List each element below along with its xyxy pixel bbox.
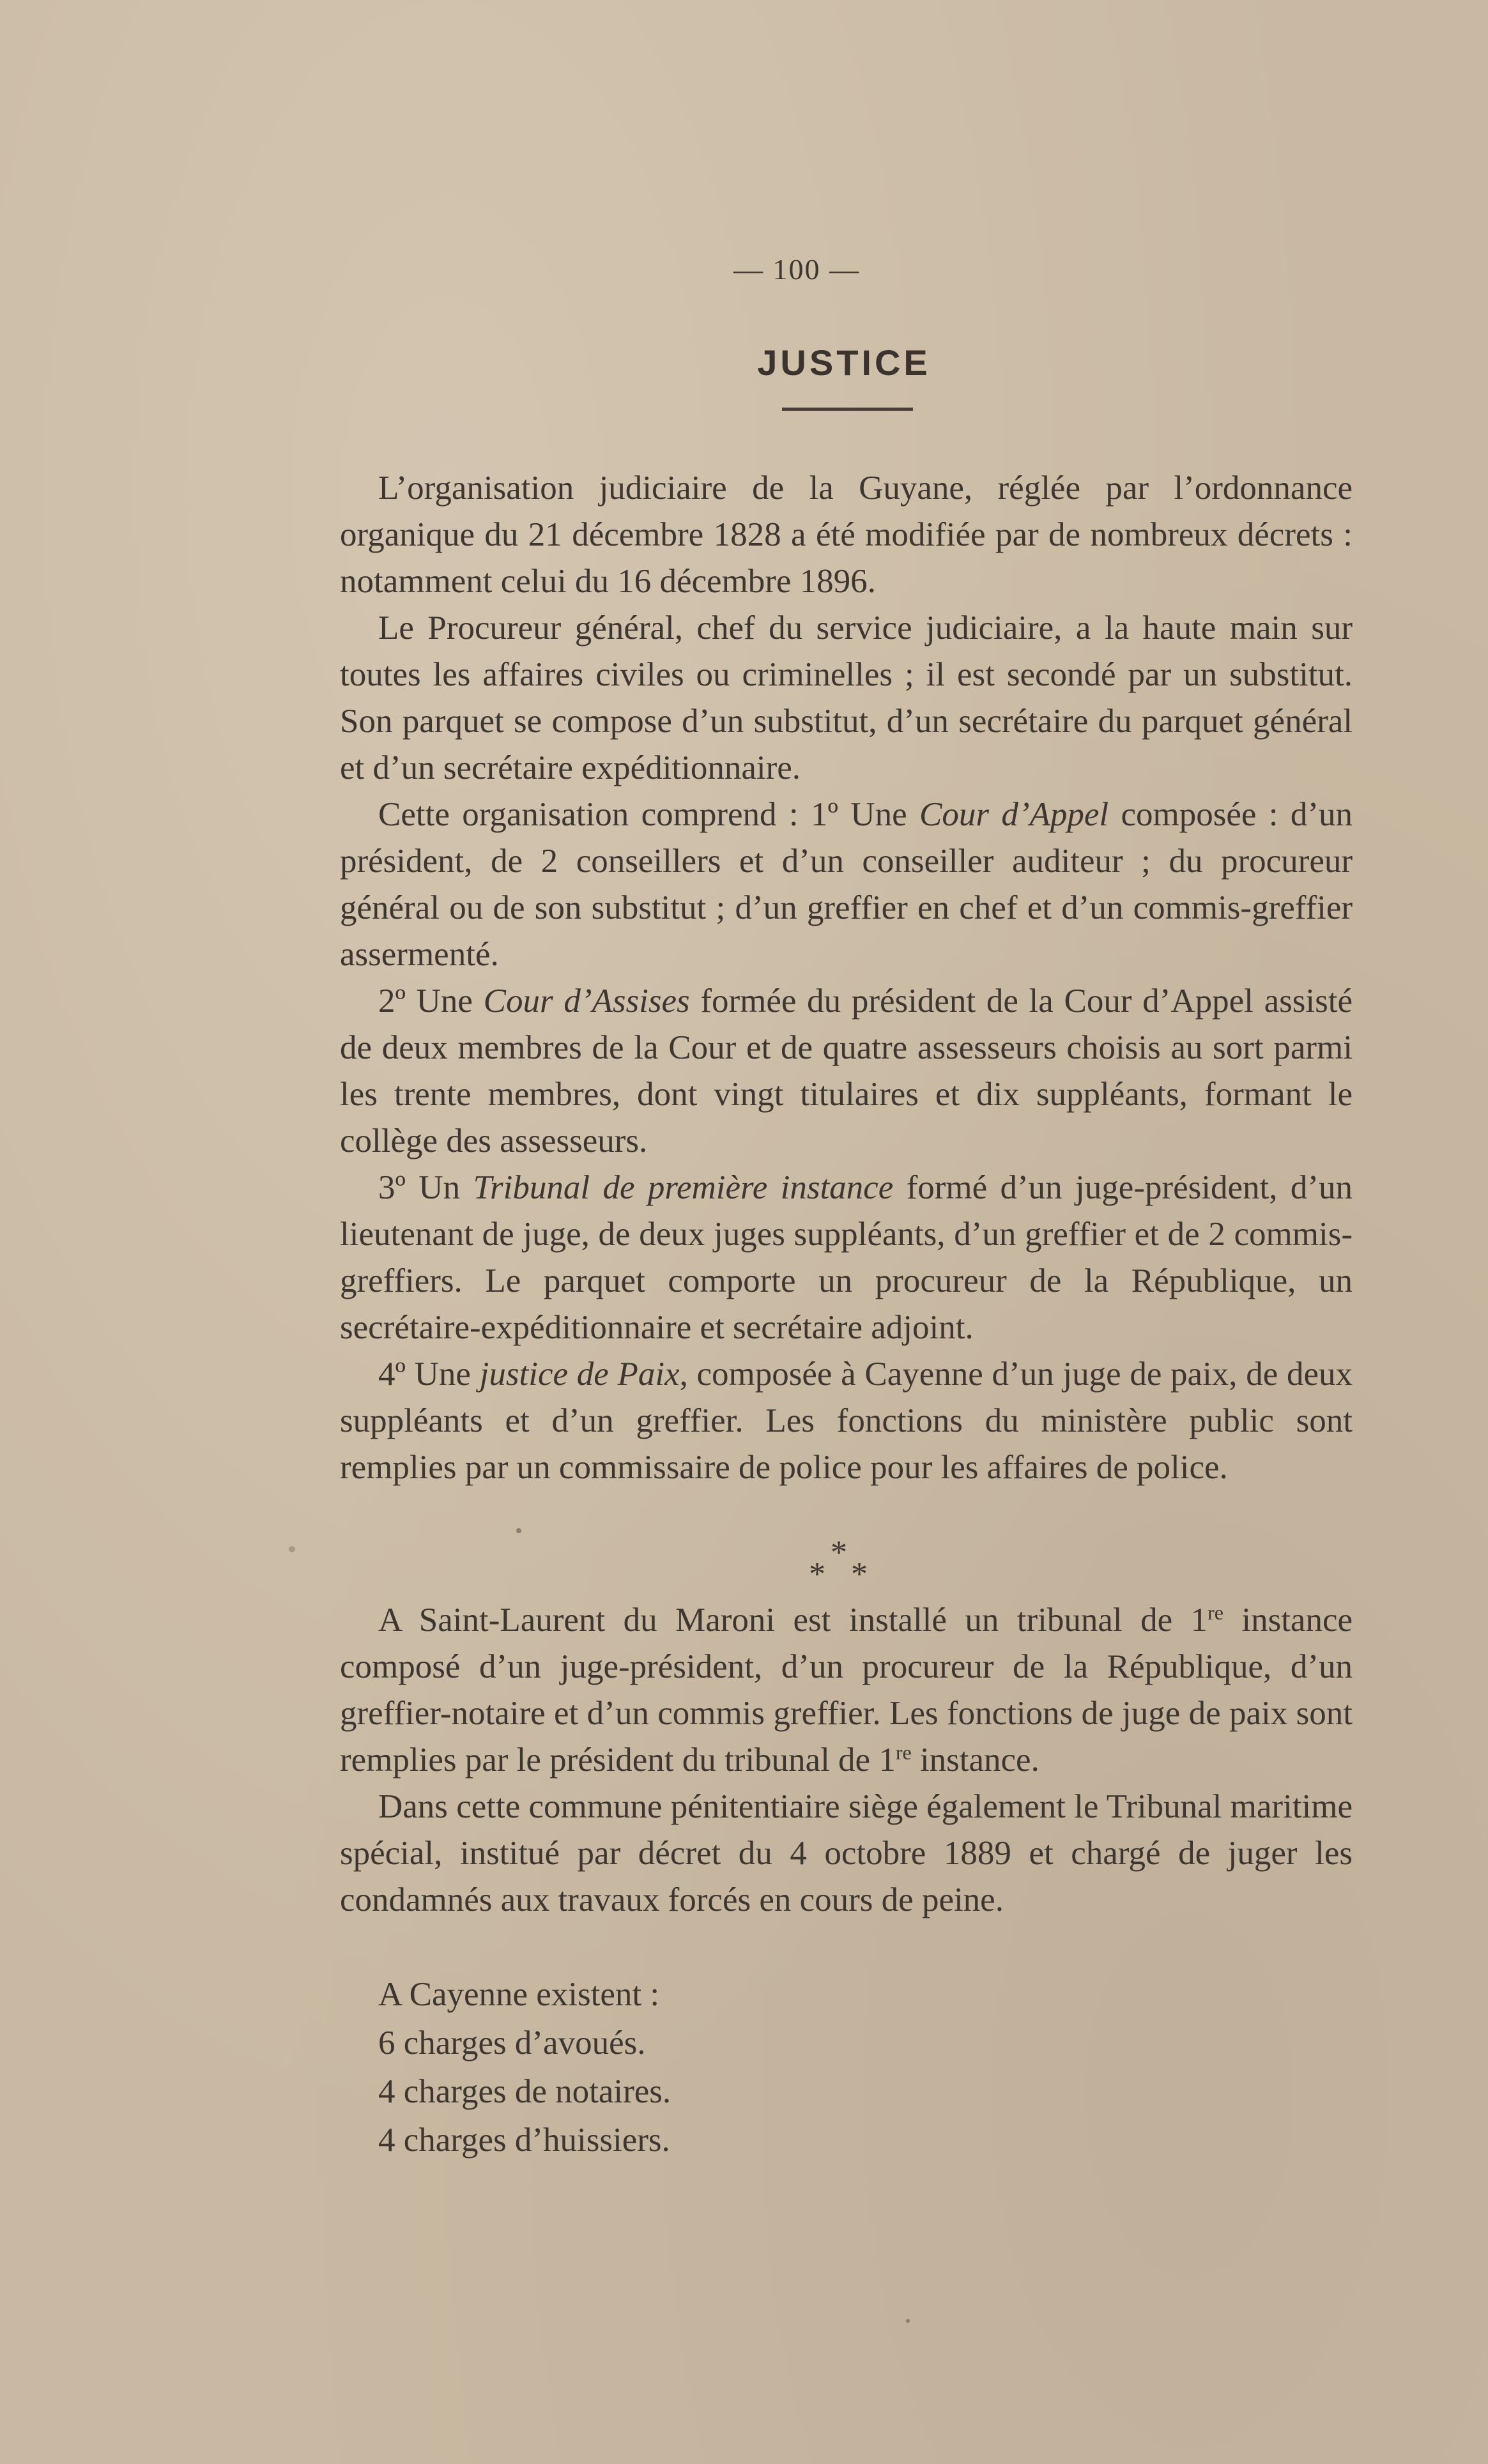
cour-assises-term: Cour d’Assises — [483, 983, 690, 1020]
saint-laurent-b: instance composé d’un juge-président, d’un procureur de la République, d’un greffier-notaire et d’un commis greffier. Les fonctions de juge de paix sont remplies par le président du tribunal de 1 — [340, 1602, 1353, 1779]
saint-laurent-sup: re — [1208, 1601, 1223, 1624]
asterisk-top: * — [831, 1534, 847, 1571]
title-underline — [782, 408, 913, 411]
saint-laurent-a: A Saint-Laurent du Maroni est installé un tribunal de 1 — [378, 1602, 1208, 1639]
paragraph-cour-appel — [340, 792, 1353, 978]
paragraph-justice-paix-intro: 4º Une — [378, 1356, 480, 1393]
asterism-separator — [806, 1536, 877, 1594]
paper-speck — [516, 1528, 521, 1533]
paragraph-justice-paix-rest: , composée à Cayenne d’un juge de paix, de deux suppléants et d’un greffier. Les fonctions du ministère public sont remplies par un commissaire de police pour les affaires de police. — [340, 1356, 1353, 1486]
paper-speck — [906, 2319, 910, 2323]
page-number — [0, 252, 1488, 286]
justice-paix-term: justice de Paix — [479, 1356, 680, 1393]
paragraph-tribunal-maritime: Dans cette commune pénitentiaire siège également le Tribunal maritime spécial, institué par décret du 4 octobre 1889 et chargé de juger les condamnés aux travaux forcés en cours de peine. — [340, 1788, 1353, 1918]
paragraph-tribunal — [340, 1165, 1353, 1351]
paper-speck — [289, 1546, 295, 1552]
paragraph-cour-assises-intro: 2º Une — [378, 983, 484, 1020]
paragraph-cour-assises-rest: formée du président de la Cour d’Appel assisté de deux membres de la Cour et de quatre assesseurs choisis au sort parmi les trente membres, dont vingt titulaires et dix suppléants, formant le collège des assesseurs. — [340, 983, 1353, 1159]
page-number-text: — 100 — — [733, 253, 860, 286]
cour-appel-term: Cour d’Appel — [919, 796, 1109, 833]
tribunal-term: Tribunal de première instance — [473, 1169, 894, 1206]
paragraph-justice-paix — [340, 1351, 1353, 1491]
paragraph-tribunal-intro: 3º Un — [378, 1169, 473, 1206]
list-item: 4 charges d’huissiers. — [378, 2122, 670, 2159]
body-text-saint-laurent — [340, 1597, 1353, 1924]
asterisk-right: * — [851, 1556, 868, 1593]
paragraph-saint-laurent — [340, 1597, 1353, 1784]
section-title: JUSTICE — [757, 342, 931, 383]
saint-laurent-c: instance. — [911, 1741, 1039, 1779]
list-item: 4 charges de notaires. — [378, 2073, 671, 2110]
paragraph-cour-appel-rest: composée : d’un président, de 2 conseillers et d’un conseiller auditeur ; du procureur général ou de son substitut ; d’un greffier en chef et d’un commis-greffier assermenté. — [340, 796, 1353, 973]
cayenne-charges-list — [378, 1970, 671, 2164]
paragraph-cour-assises — [340, 978, 1353, 1165]
paragraph-ordonnance: L’organisation judiciaire de la Guyane, réglée par l’ordonnance organique du 21 décembre 1828 a été modifiée par de nombreux décrets : notamment celui du 16 décembre 1896. — [340, 470, 1353, 600]
paragraph-procureur: Le Procureur général, chef du service judiciaire, a la haute main sur toutes les affaires civiles ou criminelles ; il est secondé par un substitut. Son parquet se compose d’un substitut, d’un secrétaire du parquet général et d’un secrétaire expéditionnaire. — [340, 609, 1353, 786]
body-text-main — [340, 465, 1353, 1491]
paragraph-tribunal-rest: formé d’un juge-président, d’un lieutenant de juge, de deux juges suppléants, d’un greffier et de 2 commis-greffiers. Le parquet comporte un procureur de la République, un secrétaire-expéditionnaire et secrétaire adjoint. — [340, 1169, 1353, 1346]
saint-laurent-sup-2: re — [895, 1741, 912, 1764]
asterisk-left: * — [809, 1556, 825, 1593]
cayenne-intro: A Cayenne existent : — [378, 1976, 660, 2013]
paragraph-cour-appel-intro: Cette organisation comprend : 1º Une — [378, 796, 919, 833]
list-item: 6 charges d’avoués. — [378, 2024, 646, 2062]
